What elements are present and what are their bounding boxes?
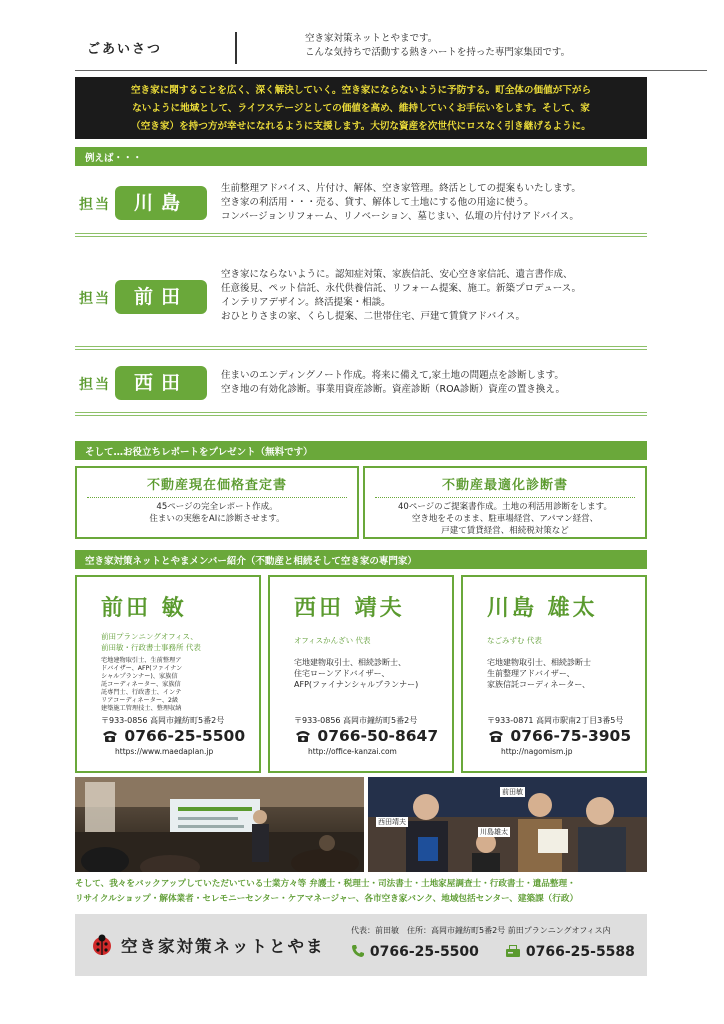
footer-tel[interactable] bbox=[351, 944, 479, 960]
member-qual-line: 託コーディネーター、家族信 bbox=[101, 681, 181, 688]
staff-description bbox=[221, 369, 565, 397]
intro-line: （空き家）を持つ方が幸せになれるように支援します。大切な資産を次世代にロスなく引き継げるように。 bbox=[131, 121, 591, 132]
member-name: 西田 靖夫 bbox=[294, 596, 405, 621]
backup-line: リサイクルショップ・解体業者・セレモニーセンター・ケアマネージャー、各市空き家バンク、地域包括センター、建築課（行政） bbox=[75, 894, 579, 904]
staff-description-line: インテリアデザイン。終活提案・相談。 bbox=[221, 297, 391, 308]
member-url[interactable]: http://office-kanzai.com bbox=[308, 747, 397, 756]
phone-icon bbox=[294, 729, 312, 743]
report-body bbox=[365, 501, 645, 537]
member-qual-line: 家族信託コーディネーター、 bbox=[487, 680, 591, 689]
member-qual-line: 生前整理アドバイザー、 bbox=[487, 669, 575, 678]
ladybug-logo-icon bbox=[91, 934, 113, 956]
staff-description-line: 任意後見、ペット信託、永代供養信託、リフォーム提案、施工。新築プロデュース。 bbox=[221, 283, 582, 294]
staff-name-badge: 前田 bbox=[115, 280, 207, 314]
member-qual-line: リアコーディネーター、2級 bbox=[101, 697, 179, 704]
member-org-line: オフィスかんざい 代表 bbox=[294, 636, 371, 645]
footer-info: 代表：前田敏 住所：高岡市鐘紡町5番2号 前田プランニングオフィス内 bbox=[351, 926, 611, 935]
staff-description-line: 空き家の利活用・・・売る、貸す、解体して土地にする他の用途に使う。 bbox=[221, 197, 534, 208]
seminar-photo bbox=[75, 777, 364, 872]
staff-description bbox=[221, 268, 581, 324]
member-organization bbox=[487, 635, 542, 646]
staff-description bbox=[221, 182, 581, 224]
header bbox=[75, 28, 707, 72]
member-org-line: なごみずむ 代表 bbox=[487, 636, 542, 645]
phone-icon bbox=[487, 729, 505, 743]
member-card-maeda bbox=[75, 575, 261, 773]
member-qual-line: 宅地建物取引士、相続診断士 bbox=[487, 658, 591, 667]
staff-description-line: 生前整理アドバイス、片付け、解体、空き家管理。終活としての提案もいたします。 bbox=[221, 183, 581, 194]
report-body bbox=[77, 501, 357, 525]
member-phone[interactable] bbox=[101, 727, 245, 745]
photo-label-nishida: 西田靖夫 bbox=[378, 818, 406, 826]
member-qual-line: 宅地建物取引士、相続診断士、 bbox=[294, 658, 406, 667]
footer bbox=[75, 914, 647, 976]
report-card-valuation bbox=[75, 466, 359, 539]
member-qualifications bbox=[487, 657, 591, 690]
staff-name-badge: 川島 bbox=[115, 186, 207, 220]
member-address: 〒933-0871 高岡市駅南2丁目3番5号 bbox=[487, 716, 624, 725]
member-qualifications bbox=[294, 657, 418, 690]
member-organization bbox=[101, 631, 201, 653]
examples-bar: 例えば・・・ bbox=[75, 147, 647, 166]
member-org-line: 前田敏・行政書士事務所 代表 bbox=[101, 643, 201, 652]
report-line: 45ページの完全レポート作成。 bbox=[156, 502, 278, 512]
fax-icon bbox=[505, 944, 521, 958]
footer-org-name: 空き家対策ネットとやま bbox=[121, 937, 325, 956]
reports-bar: そして…お役立ちレポートをプレゼント（無料です） bbox=[75, 441, 647, 460]
staff-divider bbox=[75, 233, 647, 237]
header-message-line: 空き家対策ネットとやまです。 bbox=[305, 33, 438, 44]
member-phone[interactable] bbox=[487, 727, 631, 745]
member-phone-number: 0766-50-8647 bbox=[317, 727, 439, 745]
staff-label: 担当 bbox=[79, 377, 111, 393]
member-qual-line: シャルプランナー)、家族信 bbox=[101, 673, 178, 680]
member-qual-line: 託専門士、行政書士、インテ bbox=[101, 689, 182, 696]
member-org-line: 前田プランニングオフィス、 bbox=[101, 632, 198, 641]
footer-fax[interactable] bbox=[505, 944, 635, 960]
footer-tel-number: 0766-25-5500 bbox=[369, 944, 479, 960]
member-address: 〒933-0856 高岡市鐘紡町5番2号 bbox=[101, 716, 225, 725]
staff-label: 担当 bbox=[79, 197, 111, 213]
staff-description-line: 住まいのエンディングノート作成。将来に備えて,家土地の問題点を診断します。 bbox=[221, 370, 564, 381]
header-message bbox=[305, 32, 570, 60]
intro-box bbox=[75, 77, 647, 139]
report-line: 住まいの実態をAIに診断させます。 bbox=[149, 514, 285, 524]
header-divider bbox=[235, 32, 237, 64]
member-name: 前田 敏 bbox=[101, 596, 187, 621]
member-card-kawashima bbox=[461, 575, 647, 773]
member-name: 川島 雄太 bbox=[487, 596, 598, 621]
staff-description-line: 空き家にならないように。認知症対策、家族信託、安心空き家信託、遺言書作成、 bbox=[221, 269, 573, 280]
members-photo bbox=[368, 777, 647, 872]
seminar-photo-illustration bbox=[75, 777, 364, 872]
member-url[interactable]: http://nagomism.jp bbox=[501, 747, 573, 756]
staff-divider bbox=[75, 346, 647, 350]
member-qual-line: 宅地建物取引士、生前整理ア bbox=[101, 657, 182, 664]
intro-line: ないように地域として、ライフステージとしての価値を高め、維持していくお手伝いをします。そして、家 bbox=[132, 103, 590, 114]
member-qual-line: AFP(ファイナンシャルプランナー) bbox=[294, 680, 419, 689]
member-qual-line: 建築施工管理技士、整理収納 bbox=[101, 705, 182, 712]
page-title: ごあいさつ bbox=[87, 42, 163, 57]
member-phone-number: 0766-75-3905 bbox=[510, 727, 632, 745]
member-qual-line: 住宅ローンアドバイザー、 bbox=[294, 669, 390, 678]
staff-description-line: コンバージョンリフォーム、リノベーション、墓じまい、仏壇の片付けアドバイス。 bbox=[221, 211, 579, 222]
report-line: 40ページのご提案書作成。土地の利活用診断をします。 bbox=[398, 502, 612, 512]
member-phone[interactable] bbox=[294, 727, 438, 745]
staff-description-line: おひとりさまの家、くらし提案、二世帯住宅、戸建て賃貸アドバイス。 bbox=[221, 311, 526, 322]
report-divider bbox=[375, 497, 635, 498]
report-title: 不動産現在価格査定書 bbox=[146, 478, 287, 493]
backup-partners bbox=[75, 877, 647, 907]
report-title: 不動産最適化診断書 bbox=[441, 478, 568, 493]
member-phone-number: 0766-25-5500 bbox=[124, 727, 246, 745]
members-bar: 空き家対策ネットとやまメンバー紹介（不動産と相続そして空き家の専門家） bbox=[75, 550, 647, 569]
phone-handset-icon bbox=[351, 944, 365, 958]
staff-description-line: 空き地の有効化診断。事業用資産診断。資産診断（ROA診断）資産の置き換え。 bbox=[221, 384, 565, 395]
member-organization bbox=[294, 635, 371, 646]
member-address: 〒933-0856 高岡市鐘紡町5番2号 bbox=[294, 716, 418, 725]
phone-icon bbox=[101, 729, 119, 743]
photo-label-maeda: 前田敏 bbox=[502, 788, 523, 796]
intro-line: 空き家に関することを広く、深く解決していく。空き家にならないように予防する。町全体の価値が下がら bbox=[130, 85, 592, 96]
header-rule bbox=[75, 70, 707, 71]
member-url[interactable]: https://www.maedaplan.jp bbox=[115, 747, 214, 756]
photo-label-kawashima: 川島雄太 bbox=[480, 828, 508, 836]
staff-name-badge: 西田 bbox=[115, 366, 207, 400]
report-divider bbox=[87, 497, 347, 498]
member-qualifications bbox=[101, 657, 182, 713]
report-line: 戸建て賃貸経営、相続税対策など bbox=[441, 526, 569, 536]
staff-divider bbox=[75, 412, 647, 416]
footer-fax-number: 0766-25-5588 bbox=[525, 944, 635, 960]
staff-label: 担当 bbox=[79, 291, 111, 307]
member-card-nishida bbox=[268, 575, 454, 773]
report-line: 空き地をそのまま、駐車場経営、アパマン経営、 bbox=[411, 514, 599, 524]
header-message-line: こんな気持ちで活動する熱きハートを持った専門家集団です。 bbox=[305, 47, 571, 58]
member-qual-line: ドバイザー、AFP(ファイナン bbox=[101, 665, 183, 672]
backup-line: そして、我々をバックアップしていただいている士業方々等 弁護士・税理士・司法書士・土地家屋調査士・行政書士・遺品整理・ bbox=[75, 879, 576, 889]
report-card-optimization bbox=[363, 466, 647, 539]
